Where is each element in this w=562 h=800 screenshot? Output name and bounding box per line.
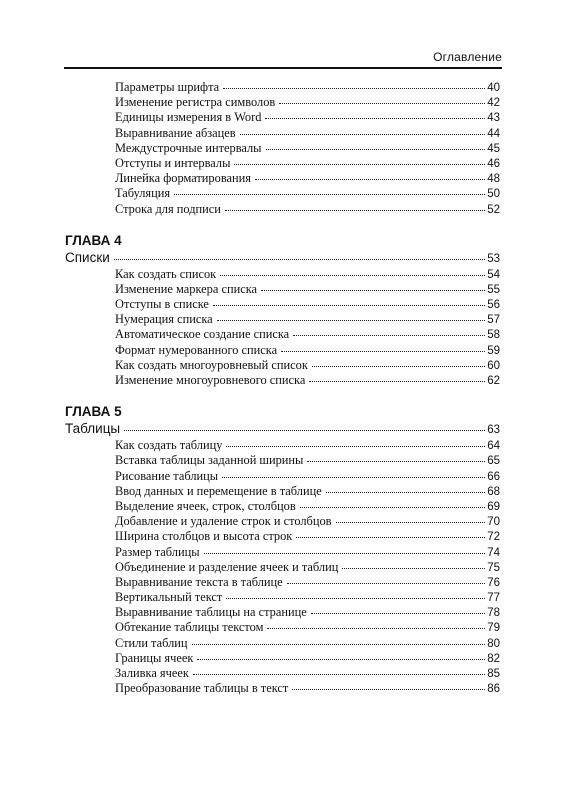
toc-entry-title: Междустрочные интервалы: [115, 140, 262, 155]
toc-entry-title: Обтекание таблицы текстом: [115, 620, 264, 635]
toc-page-number: 68: [487, 485, 500, 498]
toc-page-number: 59: [487, 344, 500, 357]
toc-entry-title: Таблицы: [65, 421, 121, 437]
toc-entry[interactable]: [115, 201, 500, 216]
toc-page-number: 44: [487, 127, 500, 140]
toc-page-number: 80: [487, 637, 500, 650]
toc-page-number: 79: [487, 622, 500, 635]
toc-entry-title: Добавление и удаление строк и столбцов: [115, 514, 332, 529]
dot-leader: [300, 496, 486, 508]
toc-page-number: 74: [487, 546, 500, 559]
toc-page-number: 64: [487, 440, 500, 453]
dot-leader: [342, 557, 485, 569]
toc-entry-title: Выделение ячеек, строк, столбцов: [115, 498, 296, 513]
dot-leader: [266, 138, 486, 150]
toc-entry-title: Ввод данных и перемещение в таблице: [115, 483, 322, 498]
dot-leader: [336, 511, 486, 523]
dot-leader: [293, 324, 485, 336]
toc-page-number: 75: [487, 561, 500, 574]
toc-entry-title: Табуляция: [115, 186, 171, 201]
toc-entry-title: Отступы и интервалы: [115, 155, 231, 170]
toc-page-number: 52: [487, 203, 500, 216]
toc-page-number: 76: [487, 576, 500, 589]
toc-entry-title: Линейка форматирования: [115, 171, 251, 186]
toc-page-number: 54: [487, 268, 500, 281]
dot-leader: [287, 572, 486, 584]
dot-leader: [193, 663, 485, 675]
toc-page-number: 62: [487, 375, 500, 387]
toc-page-number: 66: [487, 470, 500, 483]
toc-entry-title: Как создать таблицу: [115, 438, 223, 453]
dot-leader: [265, 107, 485, 119]
dot-leader: [192, 633, 486, 645]
dot-leader: [225, 199, 485, 211]
dot-leader: [307, 450, 485, 462]
toc-entry-title: Заливка ячеек: [115, 666, 189, 680]
toc-page-number: 78: [487, 607, 500, 620]
toc-entry-title: Списки: [65, 249, 110, 265]
dot-leader: [217, 309, 486, 321]
toc-entry-title: Границы ячеек: [115, 650, 194, 665]
toc-page-number: 69: [487, 500, 500, 513]
toc-entry-title: Размер таблицы: [115, 544, 200, 559]
dot-leader: [267, 617, 485, 629]
dot-leader: [309, 370, 485, 382]
toc-entry-title: Изменение многоуровневого списка: [115, 373, 306, 387]
toc-entry[interactable]: [115, 680, 500, 695]
toc-page-number: 55: [487, 283, 500, 296]
toc-entry-title: Нумерация списка: [115, 312, 213, 327]
dot-leader: [312, 355, 485, 367]
dot-leader: [261, 279, 485, 291]
toc-entry-title: Формат нумерованного списка: [115, 342, 278, 357]
toc-page-number: 72: [487, 531, 500, 544]
toc-page-number: 57: [487, 314, 500, 327]
dot-leader: [296, 526, 485, 538]
toc-entry-title: Изменение регистра символов: [115, 95, 276, 110]
toc-page-number: 43: [487, 112, 500, 125]
table-of-contents: [0, 79, 562, 695]
dot-leader: [226, 587, 485, 599]
dot-leader: [174, 183, 485, 195]
toc-entry-title: Рисование таблицы: [115, 468, 219, 483]
toc-entry-title: Параметры шрифта: [115, 80, 220, 94]
dot-leader: [226, 435, 485, 447]
dot-leader: [223, 77, 485, 89]
dot-leader: [279, 92, 485, 104]
dot-leader: [311, 602, 485, 614]
running-header: Оглавление: [433, 50, 502, 64]
toc-page-number: 82: [487, 652, 500, 665]
dot-leader: [204, 542, 486, 554]
dot-leader: [326, 481, 486, 493]
toc-entry-title: Вертикальный текст: [115, 590, 223, 605]
dot-leader: [255, 168, 485, 180]
dot-leader: [124, 419, 485, 431]
toc-page-number: 58: [487, 329, 500, 342]
dot-leader: [220, 264, 485, 276]
toc-entry-title: Ширина столбцов и высота строк: [115, 529, 293, 544]
dot-leader: [222, 466, 485, 478]
toc-entry-title: Единицы измерения в Word: [115, 110, 262, 125]
toc-entry-title: Как создать многоуровневый список: [115, 357, 308, 372]
toc-page-number: 77: [487, 592, 500, 605]
toc-entry-title: Выравнивание таблицы на странице: [115, 605, 307, 620]
toc-entry-title: Объединение и разделение ячеек и таблиц: [115, 559, 339, 574]
toc-page-number: 40: [487, 82, 500, 94]
dot-leader: [114, 248, 485, 260]
toc-page-number: 46: [487, 157, 500, 170]
toc-entry-title: Отступы в списке: [115, 297, 209, 312]
toc-page-number: 48: [487, 173, 500, 186]
toc-entry-title: Выравнивание абзацев: [115, 125, 236, 140]
toc-page-number: 85: [487, 668, 500, 680]
toc-entry-title: Выравнивание текста в таблице: [115, 574, 283, 589]
dot-leader: [240, 123, 486, 135]
toc-entry-title: Автоматическое создание списка: [115, 327, 290, 342]
toc-page-number: 60: [487, 359, 500, 372]
toc-page-number: 42: [487, 97, 500, 110]
toc-entry[interactable]: [115, 372, 500, 387]
toc-page-number: 65: [487, 455, 500, 468]
toc-page-number: 45: [487, 142, 500, 155]
dot-leader: [213, 294, 485, 306]
toc-page-number: 63: [487, 424, 500, 437]
toc-entry-title: Изменение маркера списка: [115, 281, 258, 296]
chapter-label: ГЛАВА 4: [65, 232, 122, 248]
toc-page-number: 70: [487, 516, 500, 529]
dot-leader: [197, 648, 485, 660]
dot-leader: [281, 340, 485, 352]
toc-entry-title: Преобразование таблицы в текст: [115, 681, 289, 696]
toc-page-number: 50: [487, 188, 500, 201]
dot-leader: [292, 678, 485, 690]
toc-page-number: 86: [487, 683, 500, 696]
toc-page-number: 56: [487, 299, 500, 312]
header-rule: [64, 67, 502, 69]
toc-entry-title: Стили таблиц: [115, 635, 188, 650]
toc-entry-title: Вставка таблицы заданной ширины: [115, 453, 304, 468]
toc-entry-title: Как создать список: [115, 266, 217, 281]
toc-page-number: 53: [487, 252, 500, 265]
toc-entry-title: Строка для подписи: [115, 201, 221, 216]
dot-leader: [234, 153, 485, 165]
chapter-label: ГЛАВА 5: [65, 404, 122, 420]
